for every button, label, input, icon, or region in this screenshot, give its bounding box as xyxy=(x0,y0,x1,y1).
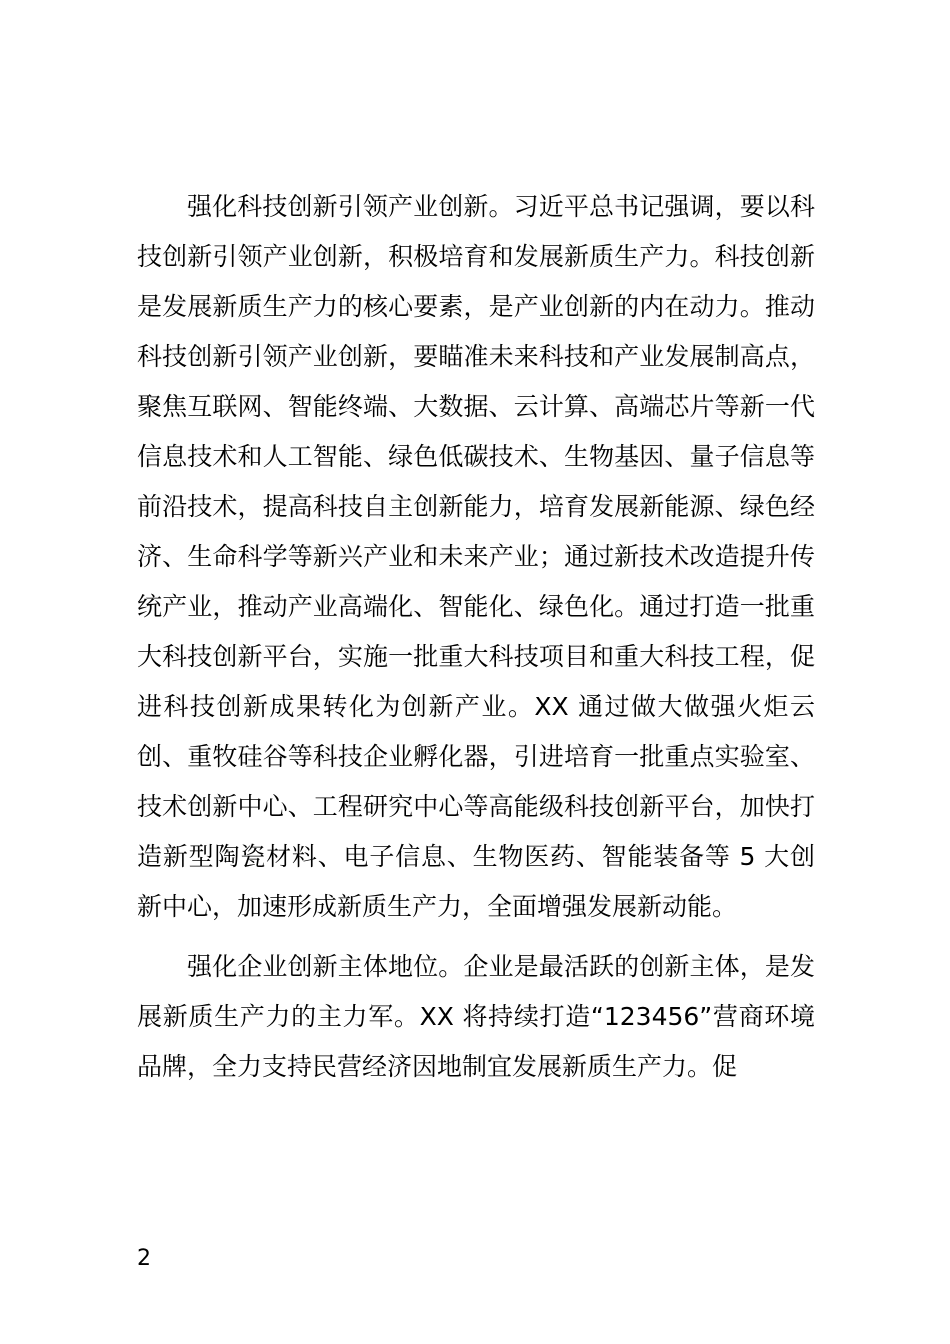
body-text xyxy=(137,182,815,1102)
paragraph-enterprise-innovation: 强化企业创新主体地位。企业是最活跃的创新主体，是发展新质生产力的主力军。XX 将持续打造“123456”营商环境品牌，全力支持民营经济因地制宜发展新质生产力。促 xyxy=(137,952,815,1081)
paragraph-tech-innovation: 强化科技创新引领产业创新。习近平总书记强调，要以科技创新引领产业创新，积极培育和发展新质生产力。科技创新是发展新质生产力的核心要素，是产业创新的内在动力。推动科技创新引领产业创新，要瞄准未来科技和产业发展制高点，聚焦互联网、智能终端、大数据、云计算、高端芯片等新一代信息技术和人工智能、绿色低碳技术、生物基因、量子信息等前沿技术，提高科技自主创新能力，培育发展新能源、绿色经济、生命科学等新兴产业和未来产业；通过新技术改造提升传统产业，推动产业高端化、智能化、绿色化。通过打造一批重大科技创新平台，实施一批重大科技项目和重大科技工程，促进科技创新成果转化为创新产业。XX 通过做大做强火炬云创、重牧硅谷等科技企业孵化器，引进培育一批重点实验室、技术创新中心、工程研究中心等高能级科技创新平台，加快打造新型陶瓷材料、电子信息、生物医药、智能装备等 5 大创新中心，加速形成新质生产力，全面增强发展新动能。 xyxy=(137,192,815,921)
page-number: 2 xyxy=(137,1246,151,1271)
